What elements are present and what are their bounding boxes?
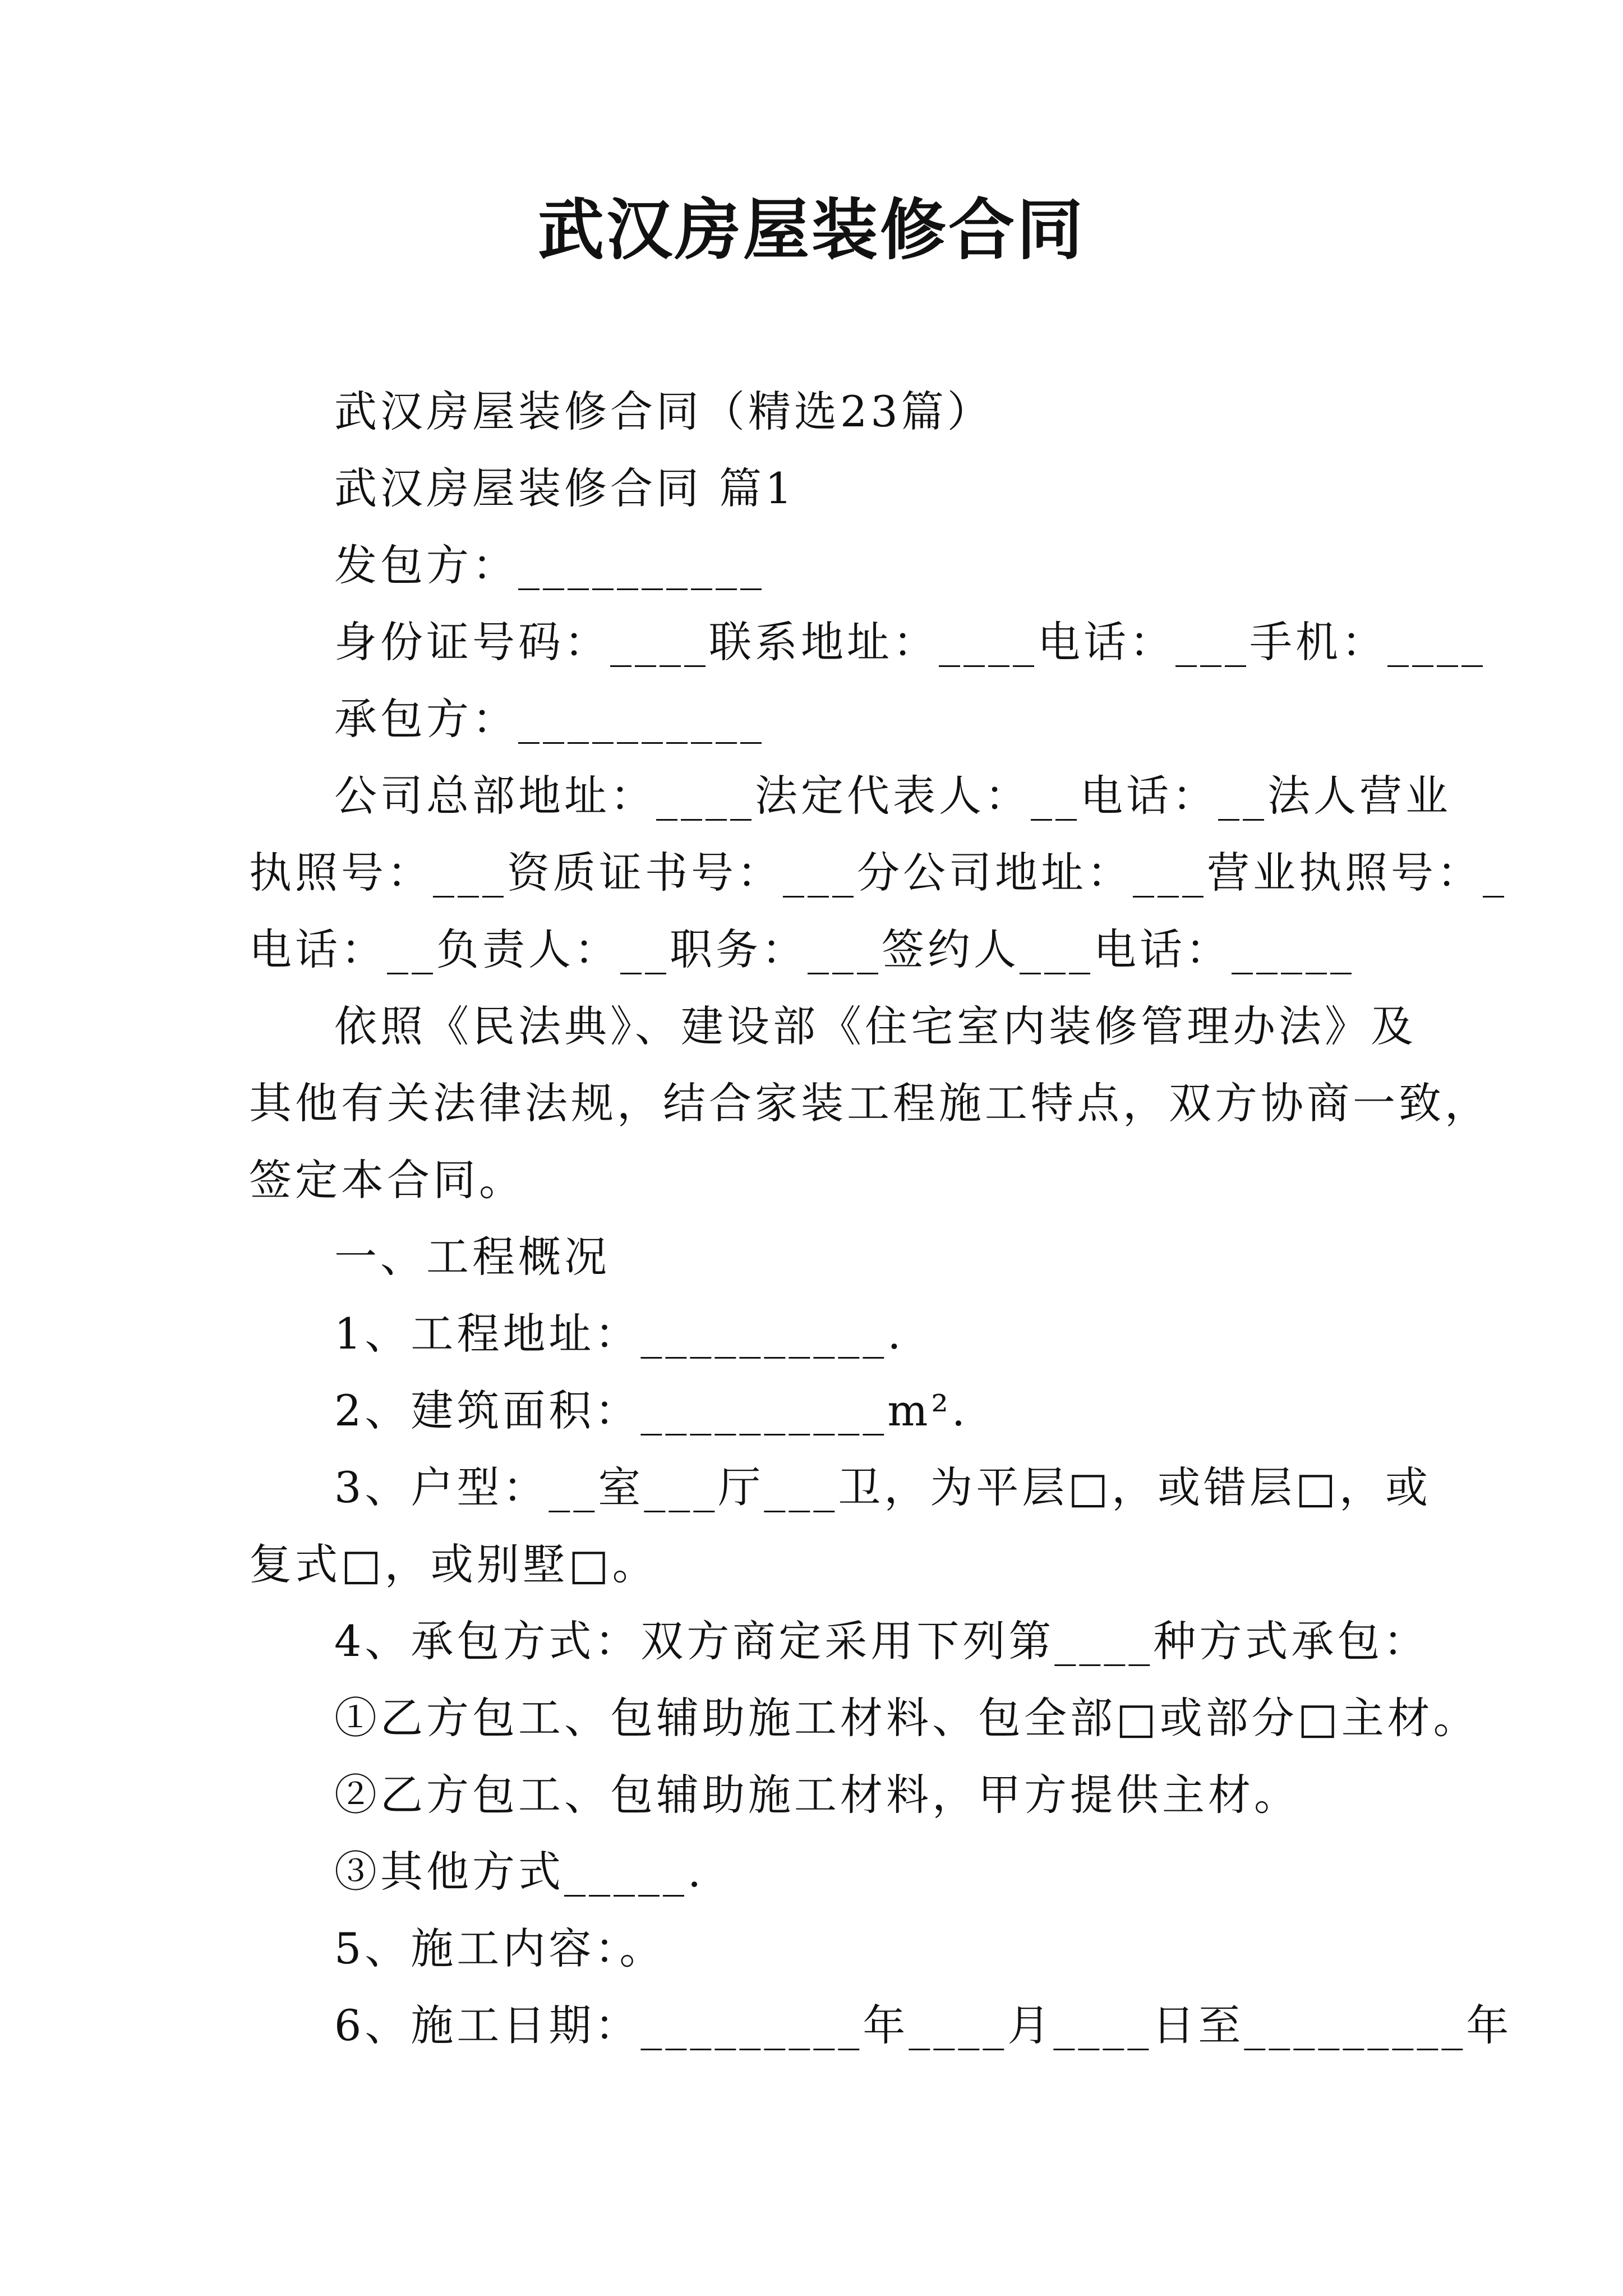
preamble-line-3: 签定本合同。: [249, 1155, 525, 1205]
clause-date: 6、施工日期：_________年____月____日至_________年: [334, 2000, 1513, 2050]
preamble-line-1: 依照《民法典》、建设部《住宅室内装修管理办法》及: [334, 1001, 1417, 1051]
party-b-details-line-2: 执照号：___资质证书号：___分公司地址：___营业执照号：_: [249, 848, 1507, 898]
mode-option-1: ①乙方包工、包辅助施工材料、包全部□或部分□主材。: [334, 1693, 1479, 1743]
document-title: 武汉房屋装修合同: [537, 191, 1085, 269]
party-b-details-line-1: 公司总部地址：____法定代表人：__电话：__法人营业: [334, 771, 1451, 821]
preamble-line-2: 其他有关法律法规，结合家装工程施工特点，双方协商一致，: [249, 1078, 1491, 1128]
party-b-line: 承包方：__________: [334, 694, 765, 744]
subtitle-line: 武汉房屋装修合同（精选23篇）: [334, 386, 993, 436]
mode-option-2: ②乙方包工、包辅助施工材料，甲方提供主材。: [334, 1770, 1300, 1820]
document-body: [249, 373, 1513, 2064]
clause-area: 2、建筑面积：__________m².: [334, 1386, 969, 1435]
section-heading: 武汉房屋装修合同 篇1: [334, 463, 796, 513]
party-b-details-line-3: 电话：__负责人：__职务：___签约人___电话：_____: [249, 924, 1355, 974]
party-a-details-line: 身份证号码：____联系地址：____电话：___手机：____: [334, 617, 1486, 667]
clause-address: 1、工程地址：__________.: [334, 1309, 905, 1359]
chapter-heading: 一、工程概况: [334, 1232, 610, 1282]
clause-layout-line-1: 3、户型：__室___厅___卫，为平层□，或错层□，或: [334, 1462, 1431, 1512]
clause-contract-mode: 4、承包方式：双方商定采用下列第____种方式承包：: [334, 1616, 1430, 1666]
party-a-line: 发包方：__________: [334, 540, 765, 590]
clause-content: 5、施工内容：。: [334, 1924, 666, 1973]
clause-layout-line-2: 复式□，或别墅□。: [249, 1539, 658, 1589]
mode-option-3: ③其他方式_____.: [334, 1847, 705, 1897]
